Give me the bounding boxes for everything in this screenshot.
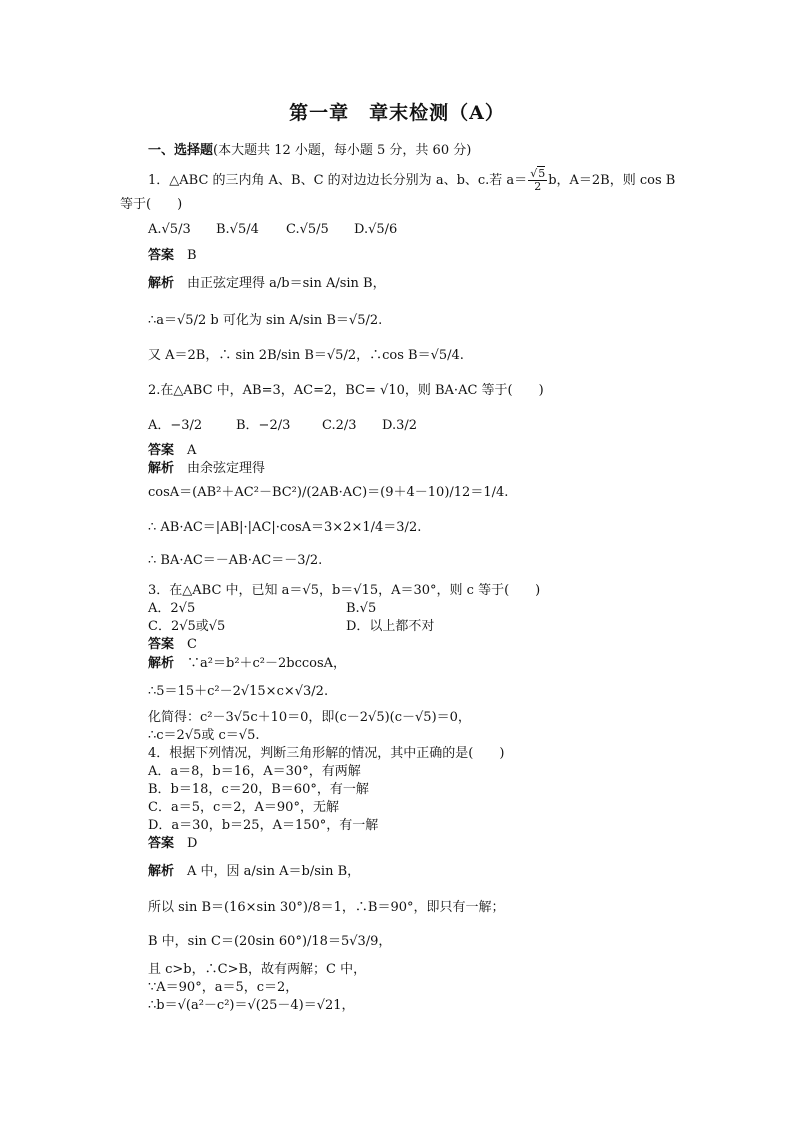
q1-stem-line2: 等于( ) [120,197,183,212]
q4-solution-2: 所以 sin B＝(16×sin 30°)/8＝1，∴B＝90°，即只有一解； [148,900,505,915]
section-heading [148,143,471,159]
q1-option-d: D.√5/6 [354,222,398,237]
q4-solution-3: B 中，sin C＝(20sin 60°)/18＝5√3/9， [148,934,392,949]
q4-solution-5: ∵A＝90°，a＝5，c＝2， [148,980,299,995]
q3-option-a: A．2√5 [148,601,196,616]
q2-solution-3: ∴ AB·AC＝|AB|·|AC|·cosA＝3×2×1/4＝3/2. [148,520,422,535]
q4-solution-6: ∴b＝√(a²－c²)＝√(25－4)＝√21， [148,998,355,1013]
q4-stem: 4．根据下列情况，判断三角形解的情况，其中正确的是( ) [148,746,505,761]
q4-option-b: B．b＝18，c＝20，B＝60°，有一解 [148,782,369,797]
q2-options [148,418,417,434]
q2-option-a: A．−3/2 [148,418,203,433]
q3-solution-1: 解析 ∵a²＝b²＋c²－2bccosA， [148,656,347,671]
q2-solution-4: ∴ BA·AC＝－AB·AC＝－3/2. [148,553,323,568]
q4-option-d: D．a＝30，b＝25，A＝150°，有一解 [148,818,379,833]
q4-option-a: A．a＝8，b＝16，A＝30°，有两解 [148,764,361,779]
q2-answer: 答案 A [148,443,197,458]
q4-option-c: C．a＝5，c＝2，A＝90°，无解 [148,800,339,815]
q4-solution-4: 且 c>b，∴C>B，故有两解；C 中， [148,962,367,977]
q2-solution-2: cosA＝(AB²＋AC²－BC²)/(2AB·AC)＝(9＋4－10)/12＝1/4. [148,485,509,500]
q4-solution-1: 解析 A 中，因 a/sin A＝b/sin B， [148,864,361,879]
q1-solution-3: 又 A＝2B，∴ sin 2B/sin B＝√5/2，∴cos B＝√5/4. [148,348,464,363]
q3-options-row1 [148,601,376,617]
q3-answer: 答案 C [148,637,197,652]
q3-solution-2: ∴5＝15＋c²－2√15×c×√3/2. [148,684,329,699]
q1-option-b: B.√5/4 [216,222,259,237]
q3-option-d: D．以上都不对 [346,619,435,634]
q2-option-b: B．−2/3 [236,418,291,433]
q3-option-b: B.√5 [346,601,377,616]
fraction: $\frac{√5}{2}$ [530,167,546,193]
q1-option-a: A.√5/3 [148,222,191,237]
q2-solution-1: 解析 由余弦定理得 [148,461,266,476]
q2-option-d: D.3/2 [382,418,418,433]
q1-stem-line1: 1．△ABC 的三内角 A、B、C 的对边边长分别为 a、b、c.若 a＝ $\frac{√5}{2}$ b，A＝2B，则 cos B [148,167,676,193]
q3-solution-4: ∴c＝2√5或 c＝√5. [148,728,260,743]
q2-option-c: C.2/3 [322,418,357,433]
q3-option-c: C．2√5或√5 [148,619,226,634]
q1-answer: 答案 B [148,248,197,263]
q1-solution-2: ∴a＝√5/2 b 可化为 sin A/sin B＝√5/2. [148,313,383,328]
page-title: 第一章 章末检测（A） [289,102,505,124]
q3-solution-3: 化简得：c²－3√5c＋10＝0，即(c－2√5)(c－√5)＝0， [148,710,471,725]
q1-option-c: C.√5/5 [286,222,329,237]
section-label: 一、选择题 [148,143,214,158]
q4-answer: 答案 D [148,836,198,851]
q1-solution-1: 解析 由正弦定理得 a/b＝sin A/sin B， [148,276,386,291]
section-note: (本大题共 12 小题，每小题 5 分，共 60 分) [213,143,472,158]
q3-stem: 3．在△ABC 中，已知 a＝√5，b＝√15，A＝30°，则 c 等于( ) [148,583,541,598]
q2-stem: 2.在△ABC 中，AB=3，AC=2，BC= √10，则 BA·AC 等于( ) [148,383,544,398]
q3-options-row2 [148,619,434,635]
q1-options [148,222,397,238]
